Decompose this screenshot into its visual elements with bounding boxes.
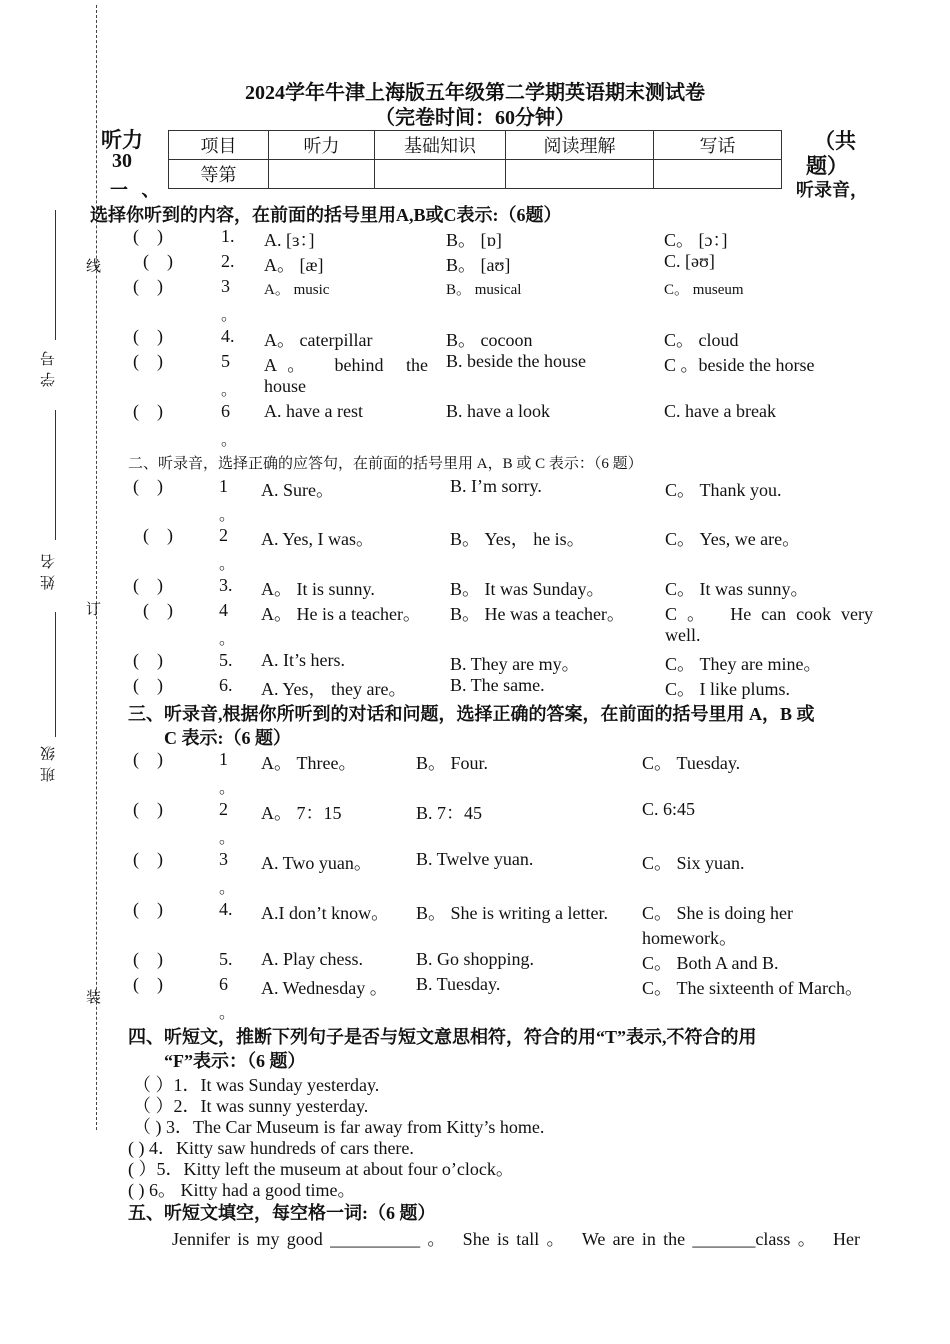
student-id-underline xyxy=(55,210,56,340)
score-cell[interactable] xyxy=(375,160,506,189)
name-underline xyxy=(55,410,56,540)
score-header-item: 项目 xyxy=(169,131,269,160)
class-underline xyxy=(55,612,56,737)
question-count-close: 题） xyxy=(806,154,848,178)
class-label: 班级 xyxy=(41,740,57,782)
score-header-basics: 基础知识 xyxy=(375,131,506,160)
answer-bracket[interactable]: ( ) xyxy=(133,351,163,371)
answer-bracket[interactable]: ( ) xyxy=(143,251,173,271)
section5-instruction: 五、听短文填空，每空格一词:（6 题） xyxy=(128,1203,436,1223)
section-one-marker: 一 、 xyxy=(110,180,160,200)
answer-bracket[interactable]: ( ) xyxy=(133,226,163,246)
section1-instruction: 选择你听到的内容，在前面的括号里用A,B或C表示:（6题） xyxy=(90,205,562,225)
answer-bracket[interactable]: ( ) xyxy=(133,276,163,296)
score-table xyxy=(168,130,782,189)
answer-bracket[interactable]: ( ) xyxy=(133,974,163,994)
listen-recording-label: 听录音， xyxy=(796,180,868,200)
answer-bracket[interactable]: ( ) xyxy=(133,849,163,869)
bind-char-install: 装 xyxy=(86,990,102,1006)
score-header-writing: 写话 xyxy=(654,131,782,160)
score-row-grade: 等第 xyxy=(169,160,269,189)
answer-bracket[interactable]: ( ) xyxy=(133,650,163,670)
score-cell[interactable] xyxy=(654,160,782,189)
section3-instruction: 三、听录音,根据你所听到的对话和问题，选择正确的答案，在前面的括号里用 A，B 或 xyxy=(128,704,815,724)
answer-bracket[interactable]: ( ) xyxy=(133,575,163,595)
answer-bracket[interactable]: ( ) xyxy=(133,949,163,969)
page-title: 2024学年牛津上海版五年级第二学期英语期末测试卷 xyxy=(245,82,705,104)
score-cell[interactable] xyxy=(269,160,375,189)
answer-bracket[interactable]: ( ) xyxy=(143,525,173,545)
binding-dashed-line xyxy=(96,5,97,1130)
page-subtitle: （完卷时间：60分钟） xyxy=(375,107,575,129)
listening-score: 30 xyxy=(112,150,132,172)
score-cell[interactable] xyxy=(506,160,654,189)
section4-instruction: 四、听短文，推断下列句子是否与短文意思相符，符合的用“T”表示,不符合的用 xyxy=(128,1027,757,1047)
bind-char-line: 线 xyxy=(86,259,102,275)
answer-bracket[interactable]: ( ) xyxy=(133,749,163,769)
answer-bracket[interactable]: ( ) xyxy=(133,326,163,346)
section2-instruction: 二、听录音，选择正确的应答句，在前面的括号里用 A，B 或 C 表示：（6 题） xyxy=(128,456,643,472)
answer-bracket[interactable]: ( ) xyxy=(133,401,163,421)
answer-bracket[interactable]: ( ) xyxy=(143,600,173,620)
score-header-reading: 阅读理解 xyxy=(506,131,654,160)
student-id-label: 学号 xyxy=(41,345,57,387)
answer-bracket[interactable]: ( ) xyxy=(133,799,163,819)
answer-bracket[interactable]: ( ) xyxy=(133,675,163,695)
name-label: 姓名 xyxy=(41,548,57,590)
section4-instruction-cont: “F”表示：（6 题） xyxy=(164,1051,306,1071)
score-header-listening: 听力 xyxy=(269,131,375,160)
answer-bracket[interactable]: ( ) xyxy=(133,476,163,496)
section3-instruction-cont: C 表示:（6 题） xyxy=(164,728,291,748)
listening-label: 听力 xyxy=(101,128,143,152)
answer-bracket[interactable]: ( ) xyxy=(133,899,163,919)
bind-char-order: 订 xyxy=(86,602,102,618)
question-count-open: （共 xyxy=(814,129,856,153)
